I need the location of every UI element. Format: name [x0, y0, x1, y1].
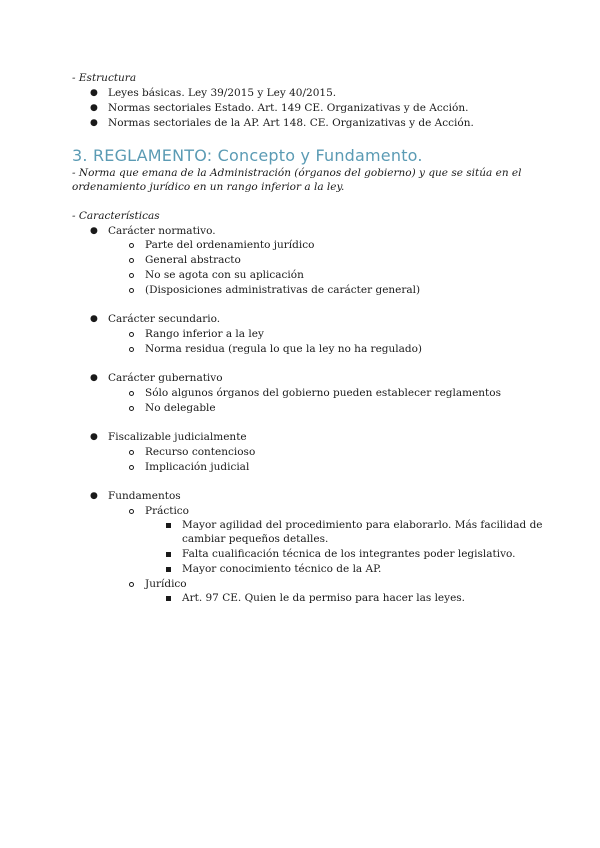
list-item: Mayor agilidad del procedimiento para elaborarlo. Más facilidad de — [182, 519, 543, 531]
definition-line: - Norma que emana de la Administración (órganos del gobierno) y que se sitúa en el — [72, 167, 522, 179]
circle-bullet-icon — [129, 465, 134, 470]
list-item: Rango inferior a la ley — [145, 328, 264, 340]
circle-bullet-icon — [129, 582, 134, 587]
section-heading: 3. REGLAMENTO: Concepto y Fundamento. — [72, 146, 423, 165]
bullet-icon: ● — [90, 373, 98, 383]
bullet-icon: ● — [90, 226, 98, 236]
bullet-icon: ● — [90, 432, 98, 442]
bullet-icon: ● — [90, 491, 98, 501]
list-item: Norma residua (regula lo que la ley no ha regulado) — [145, 343, 423, 355]
bullet-icon: ● — [90, 103, 98, 113]
circle-bullet-icon — [129, 288, 134, 293]
bullet-icon: ● — [90, 88, 98, 98]
list-item: Normas sectoriales de la AP. Art 148. CE. Organizativas y de Acción. — [108, 117, 474, 129]
circle-bullet-icon — [129, 332, 134, 337]
list-item: Fundamentos — [108, 490, 181, 502]
list-item: Sólo algunos órganos del gobierno pueden establecer reglamentos — [145, 387, 501, 399]
square-bullet-icon — [166, 523, 171, 528]
list-item: Fiscalizable judicialmente — [108, 431, 247, 443]
list-item: No se agota con su aplicación — [145, 269, 304, 281]
list-item: Parte del ordenamiento jurídico — [145, 239, 315, 251]
list-item: Implicación judicial — [145, 461, 250, 473]
list-item: Mayor conocimiento técnico de la AP. — [182, 563, 382, 575]
list-item: General abstracto — [145, 254, 241, 266]
circle-bullet-icon — [129, 391, 134, 396]
list-item: Recurso contencioso — [145, 446, 256, 458]
circle-bullet-icon — [129, 273, 134, 278]
list-item: (Disposiciones administrativas de carácter general) — [145, 284, 421, 296]
list-item-continuation: cambiar pequeños detalles. — [182, 533, 329, 545]
list-item: Normas sectoriales Estado. Art. 149 CE. Organizativas y de Acción. — [108, 102, 469, 114]
square-bullet-icon — [166, 552, 171, 557]
list-item: Carácter gubernativo — [108, 372, 223, 384]
definition-line: ordenamiento jurídico en un rango inferior a la ley. — [72, 181, 345, 193]
list-item: Carácter secundario. — [108, 313, 221, 325]
circle-bullet-icon — [129, 347, 134, 352]
list-item: Falta cualificación técnica de los integrantes poder legislativo. — [182, 548, 516, 560]
list-item: Carácter normativo. — [108, 225, 216, 237]
circle-bullet-icon — [129, 450, 134, 455]
structure-label: - Estructura — [72, 72, 137, 84]
circle-bullet-icon — [129, 243, 134, 248]
bullet-icon: ● — [90, 118, 98, 128]
list-item: Práctico — [145, 505, 190, 517]
square-bullet-icon — [166, 567, 171, 572]
circle-bullet-icon — [129, 406, 134, 411]
list-item: Leyes básicas. Ley 39/2015 y Ley 40/2015. — [108, 87, 337, 99]
list-item: Jurídico — [145, 578, 187, 590]
list-item: Art. 97 CE. Quien le da permiso para hacer las leyes. — [182, 592, 466, 604]
list-item: No delegable — [145, 402, 216, 414]
circle-bullet-icon — [129, 509, 134, 514]
characteristics-label: - Características — [72, 210, 160, 222]
circle-bullet-icon — [129, 258, 134, 263]
square-bullet-icon — [166, 596, 171, 601]
bullet-icon: ● — [90, 314, 98, 324]
